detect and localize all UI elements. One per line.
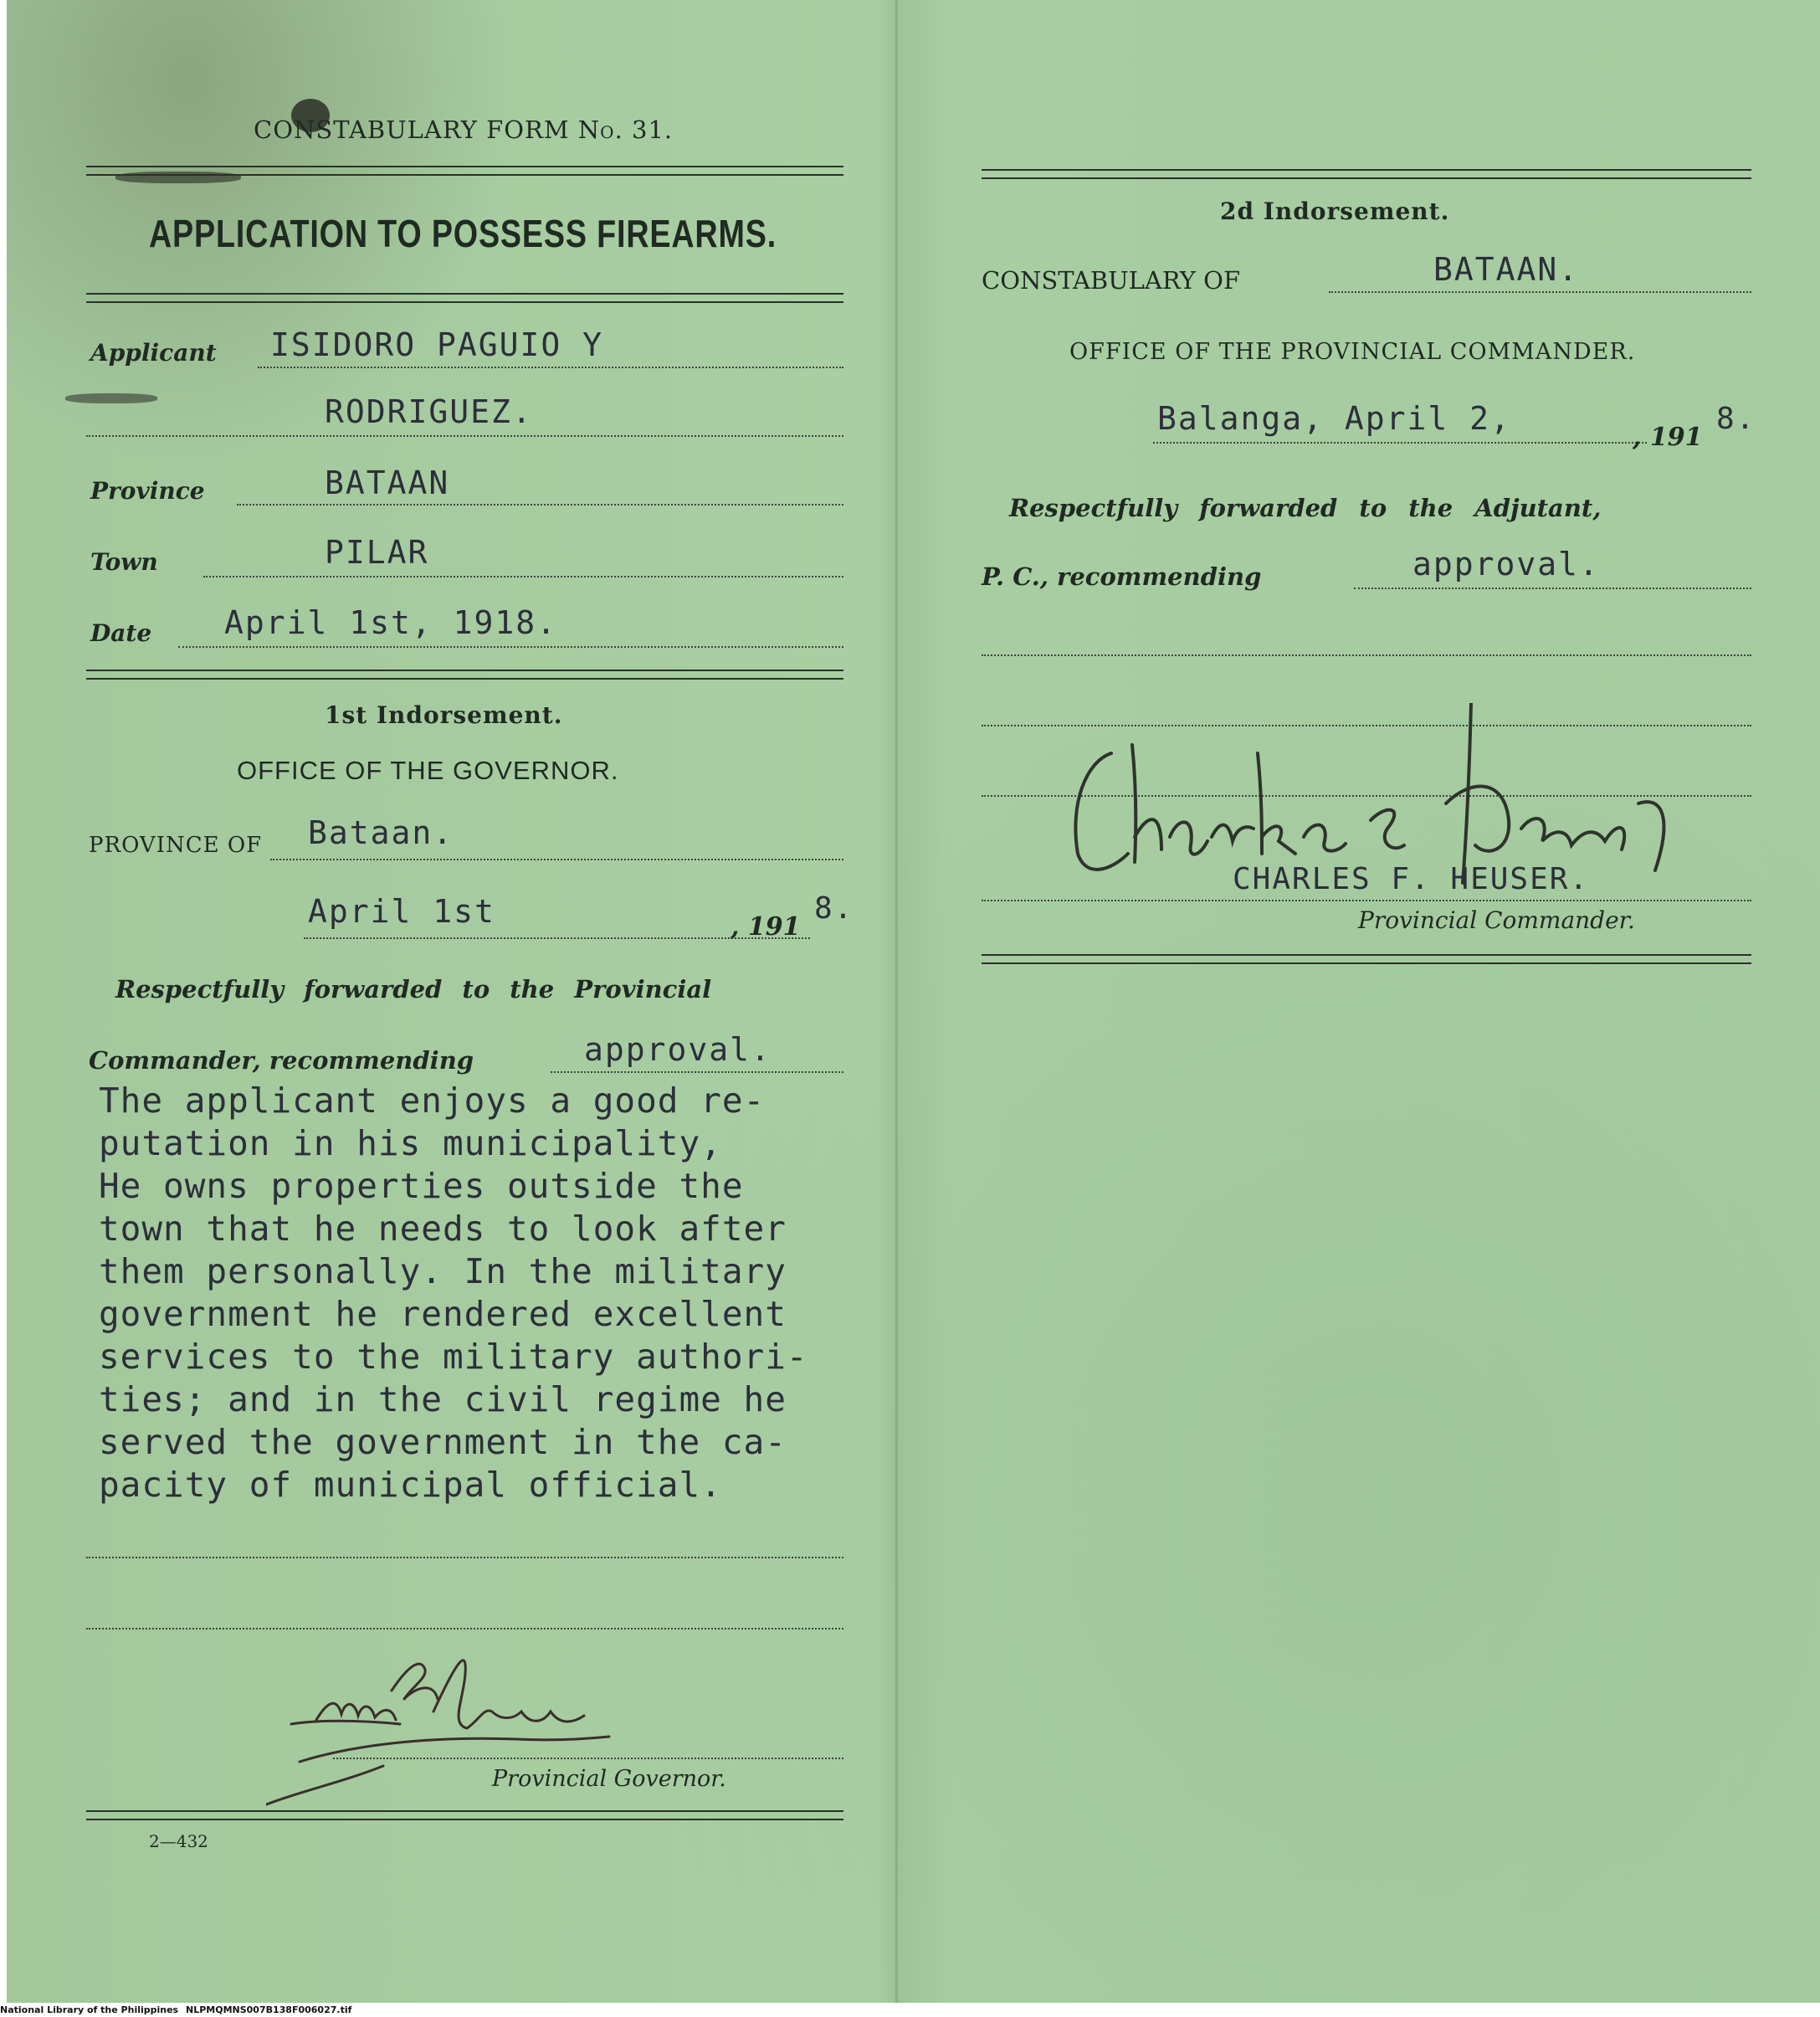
ink-stain	[65, 393, 157, 403]
governor-forward-line1: Respectfully forwarded to the Provincial	[115, 975, 712, 1003]
applicant-name-line2: RODRIGUEZ.	[325, 393, 533, 430]
first-indorsement-heading: 1st Indorsement.	[325, 701, 563, 729]
remarks-line: services to the military authori-	[99, 1337, 808, 1377]
year-prefix: , 191	[731, 912, 801, 942]
governor-signature	[266, 1640, 701, 1825]
province-of-label: PROVINCE OF	[89, 833, 263, 858]
recommendation-line	[1354, 588, 1751, 589]
double-rule	[86, 166, 843, 176]
year-suffix: 8.	[1716, 402, 1756, 436]
page-fold	[895, 0, 898, 2003]
document-sheet	[7, 0, 1820, 2003]
remarks-line: them personally. In the military	[99, 1251, 787, 1291]
remarks-line: putation in his municipality,	[99, 1123, 722, 1163]
remarks-line: He owns properties outside the	[99, 1166, 744, 1206]
remarks-block	[99, 1080, 808, 1506]
form-number: CONSTABULARY FORM No. 31.	[254, 115, 674, 144]
remarks-line: pacity of municipal official.	[99, 1465, 722, 1505]
applicant-label: Applicant	[90, 339, 217, 367]
print-code: 2—432	[149, 1831, 208, 1851]
double-rule	[86, 1810, 843, 1820]
governor-signature-line	[333, 1758, 843, 1759]
library-name: National Library of the Philippines	[0, 2004, 179, 2015]
double-rule	[982, 954, 1751, 964]
place-date-line	[1153, 442, 1647, 444]
date-line	[178, 646, 843, 648]
commander-office: OFFICE OF THE PROVINCIAL COMMANDER.	[1069, 339, 1636, 365]
applicant-line	[86, 435, 843, 437]
remarks-line: town that he needs to look after	[99, 1209, 787, 1249]
date-value: April 1st, 1918.	[224, 604, 558, 641]
double-rule	[86, 293, 843, 303]
town-line	[203, 576, 843, 577]
governor-recommendation: approval.	[584, 1031, 772, 1068]
constabulary-value: BATAAN.	[1433, 251, 1580, 288]
second-indorsement-heading: 2d Indorsement.	[1220, 198, 1450, 225]
commander-forward-line2: P. C., recommending	[982, 562, 1262, 591]
double-rule	[982, 169, 1751, 179]
remarks-line: served the government in the ca-	[99, 1422, 787, 1462]
town-label: Town	[90, 548, 158, 576]
governor-signature-title: Provincial Governor.	[492, 1766, 726, 1792]
commander-title: Provincial Commander.	[1358, 906, 1635, 934]
province-value: BATAAN	[325, 464, 450, 501]
commander-signature-line	[982, 900, 1751, 901]
year-prefix: , 191	[1633, 423, 1703, 452]
town-value: PILAR	[325, 534, 429, 571]
commander-forward-line1: Respectfully forwarded to the Adjutant,	[1009, 494, 1602, 522]
province-line	[237, 504, 843, 506]
file-id: NLPMQMNS007B138F006027.tif	[186, 2004, 352, 2015]
governor-office: OFFICE OF THE GOVERNOR.	[237, 756, 619, 785]
archive-footer	[0, 2003, 1820, 2017]
constabulary-line	[1329, 291, 1751, 293]
governor-forward-line2: Commander, recommending	[89, 1046, 474, 1075]
remarks-line: The applicant enjoys a good re-	[99, 1080, 766, 1121]
constabulary-label: CONSTABULARY OF	[982, 266, 1241, 295]
remarks-line: ties; and in the civil regime he	[99, 1379, 787, 1419]
province-of-line	[270, 859, 843, 860]
blank-line	[982, 654, 1751, 656]
province-of-value: Bataan.	[308, 814, 454, 851]
blank-line	[86, 1628, 843, 1630]
form-title: APPLICATION TO POSSESS FIREARMS.	[149, 212, 777, 255]
recommendation-line	[551, 1071, 843, 1073]
place-date: Balanga, April 2,	[1157, 400, 1511, 437]
province-label: Province	[90, 477, 205, 505]
applicant-name-line1: ISIDORO PAGUIO Y	[270, 326, 604, 363]
commander-recommendation: approval.	[1412, 546, 1600, 583]
year-suffix: 8.	[814, 891, 854, 926]
blank-line	[86, 1557, 843, 1558]
commander-name: CHARLES F. HEUSER.	[1233, 862, 1590, 896]
date-label: Date	[90, 619, 152, 647]
indorsement-date: April 1st	[308, 893, 495, 930]
applicant-line	[258, 367, 843, 368]
remarks-line: government he rendered excellent	[99, 1294, 787, 1334]
double-rule	[86, 670, 843, 680]
